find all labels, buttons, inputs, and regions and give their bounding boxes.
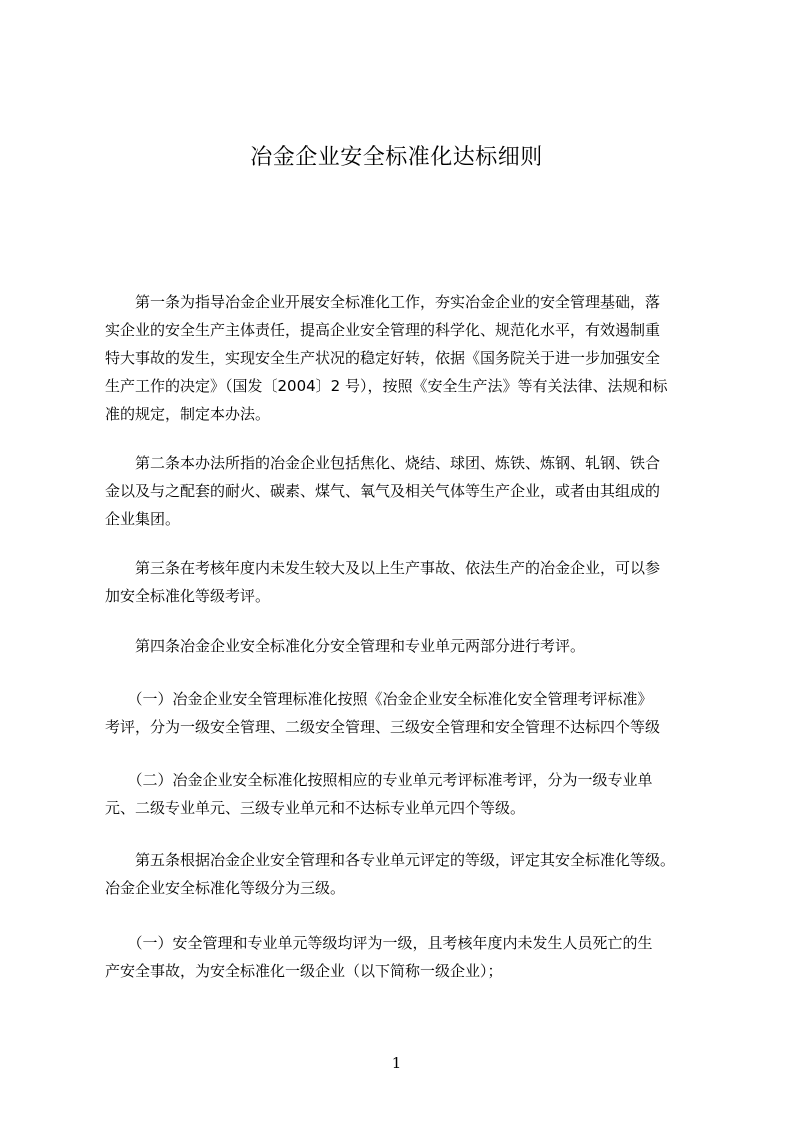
article-2-paragraph [105, 449, 700, 533]
text-line: 加安全标准化等级考评。 [105, 587, 271, 605]
article-4-item-1-paragraph [105, 685, 700, 741]
article-4-item-2-paragraph [105, 766, 700, 822]
text-line: 准的规定，制定本办法。 [105, 405, 271, 423]
text-line: 元、二级专业单元、三级专业单元和不达标专业单元四个等级。 [105, 799, 526, 817]
text-line: 第二条本办法所指的冶金企业包括焦化、烧结、球团、炼铁、炼钢、轧钢、铁合 [105, 454, 661, 472]
text-line: （一）冶金企业安全管理标准化按照《冶金企业安全标准化安全管理考评标准》 [105, 690, 653, 708]
text-line: 企业集团。 [105, 510, 181, 528]
text-line: 第一条为指导冶金企业开展安全标准化工作，夯实冶金企业的安全管理基础，落 [105, 293, 661, 311]
article-5-paragraph [105, 846, 700, 902]
article-4-paragraph [105, 632, 700, 660]
article-5-item-1-paragraph [105, 929, 700, 985]
text-line: （二）冶金企业安全标准化按照相应的专业单元考评标准考评，分为一级专业单 [105, 771, 653, 789]
text-line: 冶金企业安全标准化等级分为三级。 [105, 879, 346, 897]
text-line: 考评，分为一级安全管理、二级安全管理、三级安全管理和安全管理不达标四个等级 [105, 718, 661, 736]
text-line: 特大事故的发生，实现安全生产状况的稳定好转，依据《国务院关于进一步加强安全 [105, 349, 661, 367]
text-line: 第四条冶金企业安全标准化分安全管理和专业单元两部分进行考评。 [105, 637, 586, 655]
text-line: 第五条根据冶金企业安全管理和各专业单元评定的等级，评定其安全标准化等级。 [105, 851, 676, 869]
page-number: 1 [391, 1054, 402, 1072]
article-3-paragraph [105, 554, 700, 610]
text-line: 金以及与之配套的耐火、碳素、煤气、氧气及相关气体等生产企业，或者由其组成的 [105, 482, 661, 500]
text-line: 第三条在考核年度内未发生较大及以上生产事故、依法生产的冶金企业，可以参 [105, 559, 661, 577]
text-line: （一）安全管理和专业单元等级均评为一级，且考核年度内未发生人员死亡的生 [105, 934, 653, 952]
document-title: 冶金企业安全标准化达标细则 [250, 145, 543, 170]
text-line: 生产工作的决定》（国发〔2004〕2 号），按照《安全生产法》等有关法律、法规和标 [105, 377, 668, 395]
text-line: 实企业的安全生产主体责任，提高企业安全管理的科学化、规范化水平，有效遏制重 [105, 321, 661, 339]
text-line: 产安全事故，为安全标准化一级企业（以下简称一级企业）； [105, 962, 503, 980]
article-1-paragraph [105, 288, 700, 428]
